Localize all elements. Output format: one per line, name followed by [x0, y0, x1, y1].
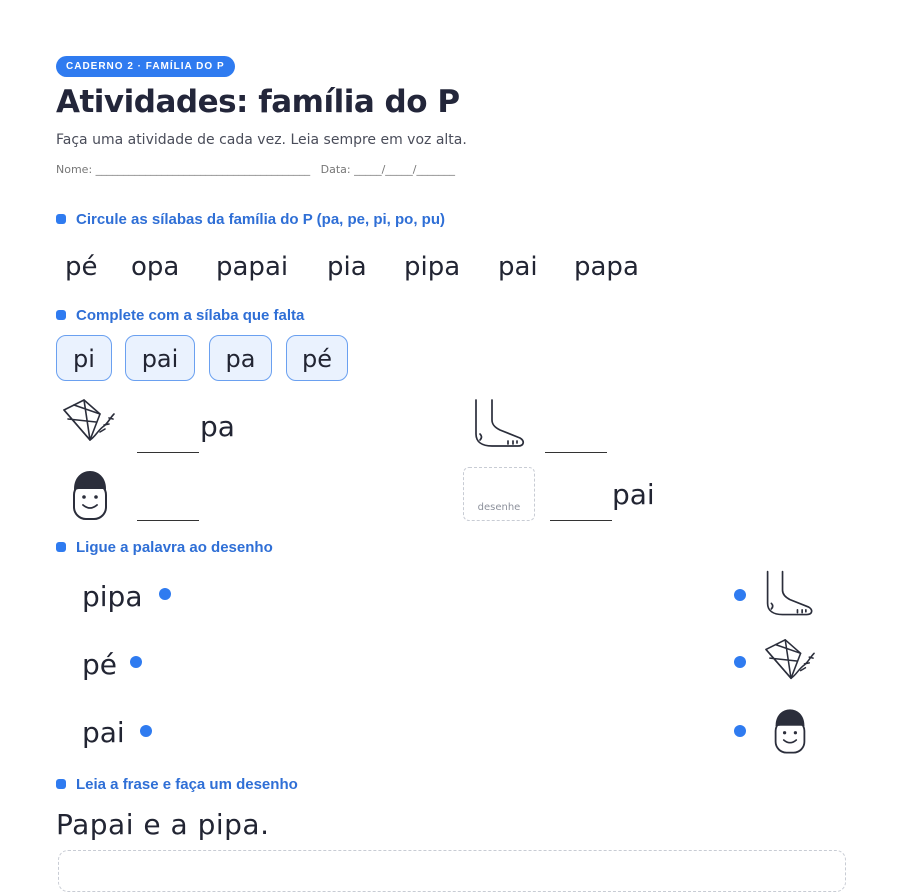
word-papa[interactable]: papa	[574, 252, 639, 282]
match-dot-foot[interactable]	[734, 589, 746, 601]
match-word-pipa: pipa	[82, 580, 143, 613]
syllable-chip-pe[interactable]: pé	[286, 335, 348, 381]
word-pia[interactable]: pia	[327, 252, 367, 282]
answer-blank-3[interactable]	[137, 520, 199, 521]
foot-icon	[762, 568, 818, 620]
face-icon	[772, 705, 808, 757]
word-suffix-pa: pa	[200, 410, 235, 443]
word-opa[interactable]: opa	[131, 252, 180, 282]
answer-blank-4[interactable]	[550, 520, 612, 521]
bullet-icon	[56, 542, 66, 552]
bullet-icon	[56, 779, 66, 789]
notebook-badge: CADERNO 2 · FAMÍLIA DO P	[56, 56, 235, 77]
word-suffix-pai: pai	[612, 478, 655, 511]
section-heading-circle: Circule as sílabas da família do P (pa, pe, pi, po, pu)	[56, 211, 445, 228]
match-dot-pe[interactable]	[130, 656, 142, 668]
match-dot-pipa[interactable]	[159, 588, 171, 600]
answer-blank-1[interactable]	[137, 452, 199, 453]
syllable-chip-pa[interactable]: pa	[209, 335, 272, 381]
sentence-text: Papai e a pipa.	[56, 808, 270, 841]
word-pe[interactable]: pé	[65, 252, 98, 282]
section-heading-read-draw: Leia a frase e faça um desenho	[56, 776, 298, 793]
bullet-icon	[56, 310, 66, 320]
word-pai[interactable]: pai	[498, 252, 538, 282]
match-word-pe: pé	[82, 648, 117, 681]
draw-box[interactable]: desenhe	[463, 467, 535, 521]
name-date-line: Nome: _______________________________________ Data: _____/_____/_______	[56, 163, 456, 176]
section-heading-complete: Complete com a sílaba que falta	[56, 307, 304, 324]
foot-icon	[470, 398, 530, 450]
match-dot-kite[interactable]	[734, 656, 746, 668]
syllable-chip-pai[interactable]: pai	[125, 335, 195, 381]
section-heading-match: Ligue a palavra ao desenho	[56, 539, 273, 556]
kite-icon	[60, 396, 120, 448]
page-title: Atividades: família do P	[56, 84, 460, 120]
word-pipa[interactable]: pipa	[404, 252, 461, 282]
word-papai[interactable]: papai	[216, 252, 289, 282]
kite-icon	[762, 636, 820, 686]
match-dot-pai[interactable]	[140, 725, 152, 737]
drawing-area[interactable]	[58, 850, 846, 892]
match-dot-face[interactable]	[734, 725, 746, 737]
match-word-pai: pai	[82, 716, 125, 749]
answer-blank-2[interactable]	[545, 452, 607, 453]
bullet-icon	[56, 214, 66, 224]
face-icon	[70, 467, 110, 523]
instruction-text: Faça uma atividade de cada vez. Leia sempre em voz alta.	[56, 132, 467, 148]
syllable-chip-pi[interactable]: pi	[56, 335, 112, 381]
